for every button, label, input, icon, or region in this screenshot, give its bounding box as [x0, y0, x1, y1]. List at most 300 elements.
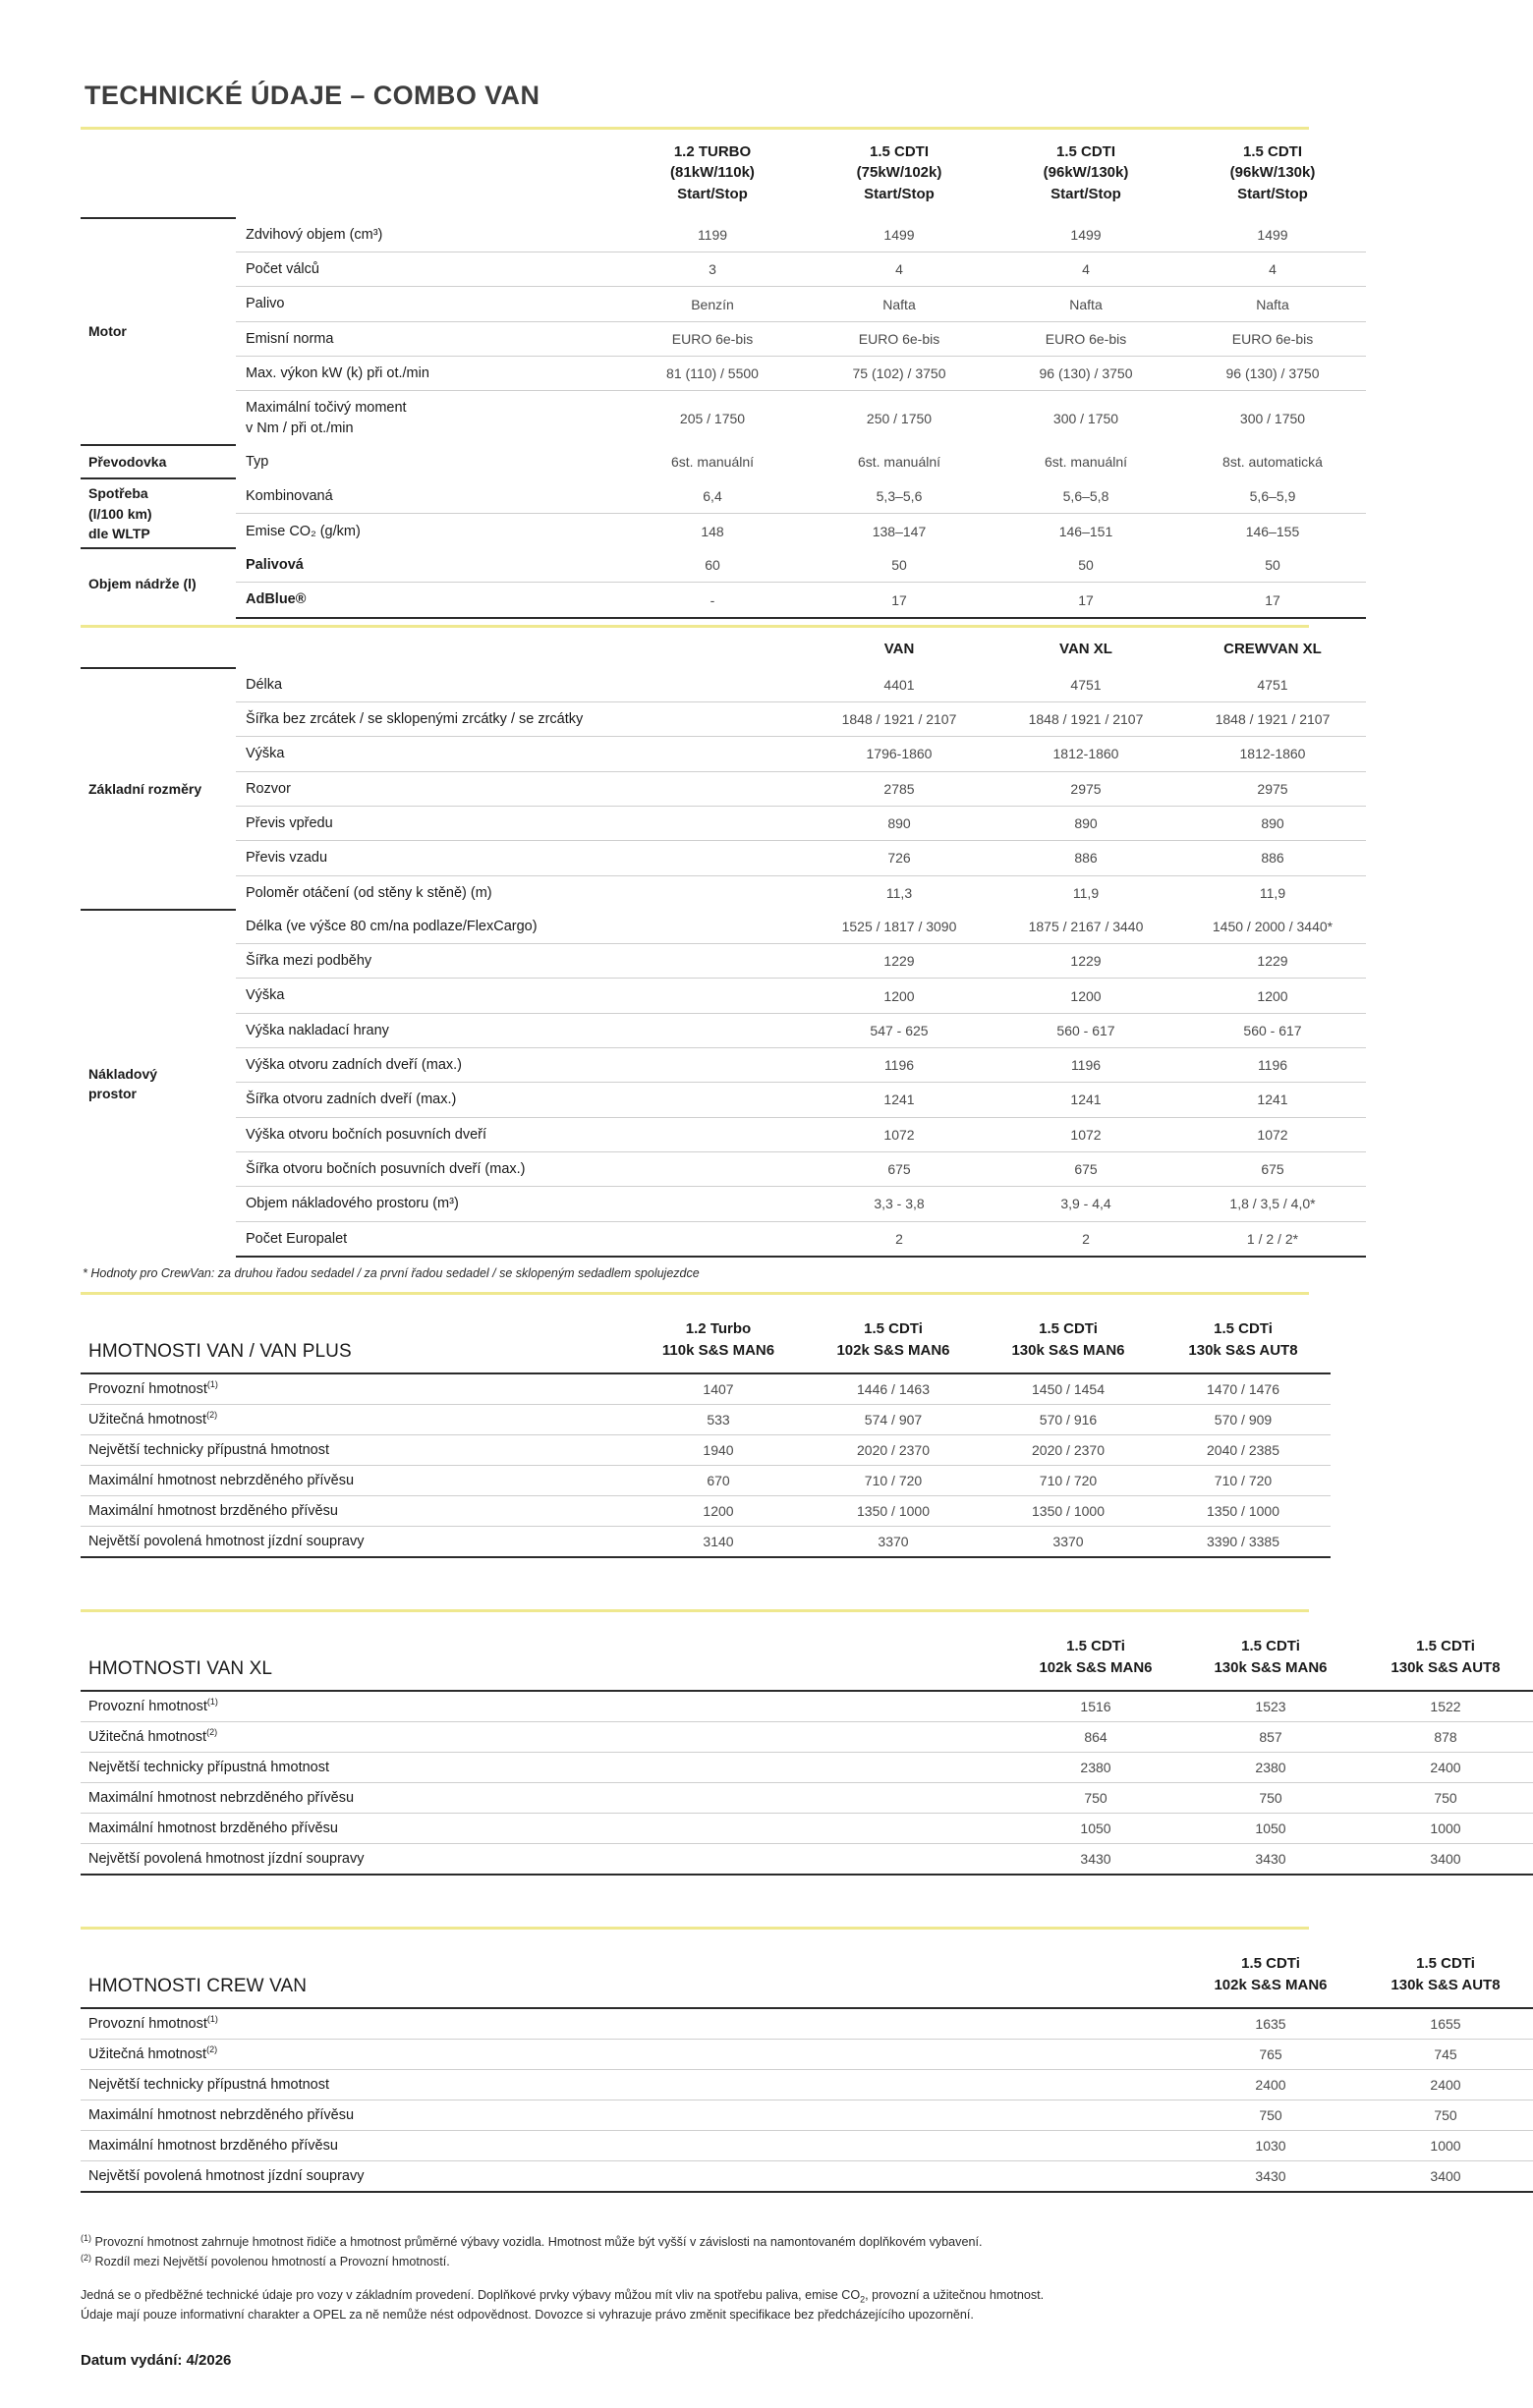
cell-value: 864: [1008, 1721, 1183, 1752]
cell-value: 96 (130) / 3750: [1179, 357, 1366, 391]
cell-value: 60: [705, 557, 720, 574]
table-row: [81, 1526, 1331, 1557]
cell-value: 1200: [1179, 979, 1366, 1013]
weights-vanxl-table: [81, 1630, 1533, 1876]
cell-value: 1655: [1358, 2008, 1533, 2040]
cell-value: 1499: [1070, 227, 1102, 244]
cell-value: 2380: [1008, 1752, 1183, 1782]
cell-value: 1848 / 1921 / 2107: [1179, 702, 1366, 737]
table-row: [81, 1843, 1533, 1875]
engine-column-header-4: 1.5 CDTI (96kW/130k) Start/Stop: [1229, 143, 1316, 202]
group-label-zakladni-rozmery: Základní rozměry: [81, 668, 236, 910]
cell-value: 750: [1183, 1782, 1358, 1813]
cell-value: 1450 / 1454: [981, 1373, 1156, 1405]
cell-value: 81 (110) / 5500: [619, 357, 806, 391]
cell-value: 1241: [806, 1083, 993, 1117]
cell-value: 1200: [806, 979, 993, 1013]
table-row: [81, 1117, 1366, 1151]
cell-value: 300 / 1750: [1179, 391, 1366, 445]
weights-crewvan-table: [81, 1947, 1533, 2193]
row-label: Maximální hmotnost nebrzděného přívěsu: [81, 1782, 1008, 1813]
cell-value: 710 / 720: [981, 1465, 1156, 1495]
note-disclaimer-1a: Jedná se o předběžné technické údaje pro vozy v základním provedení. Doplňkové prvky výbavy můžou mít vliv na spotřebu paliva, emise CO: [81, 2287, 861, 2302]
row-label: Největší povolená hmotnost jízdní soupravy: [81, 1843, 1008, 1875]
cell-value: 1072: [806, 1117, 993, 1151]
cell-value: 726: [806, 841, 993, 875]
cell-value: 1196: [806, 1048, 993, 1083]
row-label: Zdvihový objem (cm³): [246, 226, 383, 243]
cell-value: 857: [1183, 1721, 1358, 1752]
row-label: Maximální točivý moment v Nm / při ot./min: [236, 391, 619, 445]
row-label: Objem nákladového prostoru (m³): [236, 1187, 806, 1221]
cell-value: 148: [619, 514, 806, 548]
cell-value: 4: [806, 252, 993, 287]
table-row: [81, 1083, 1366, 1117]
cell-value: 710 / 720: [1156, 1465, 1331, 1495]
cell-value: 560 - 617: [993, 1013, 1179, 1047]
row-label: Provozní hmotnost$^{(1)}$: [81, 2008, 1183, 2040]
cell-value: 1516: [1008, 1691, 1183, 1722]
row-label: Palivová: [246, 557, 304, 574]
cell-value: 2785: [806, 771, 993, 806]
cell-value: 750: [1008, 1782, 1183, 1813]
cell-value: 3: [619, 252, 806, 287]
cell-value: 146–155: [1179, 514, 1366, 548]
cell-value: 3430: [1183, 2160, 1358, 2192]
weights-van-table: [81, 1313, 1331, 1558]
note-disclaimer-1c: , provozní a užitečnou hmotnost.: [865, 2287, 1045, 2302]
table-row: [81, 1434, 1331, 1465]
cell-value: 4751: [1070, 676, 1102, 693]
footnote-marker: (1): [206, 1696, 218, 1707]
cell-value: 1470 / 1476: [1156, 1373, 1331, 1405]
footnote-marker: (2): [206, 1726, 218, 1737]
cell-value: 3430: [1008, 1843, 1183, 1875]
table-row: [81, 2039, 1533, 2069]
cell-value: 2: [806, 1221, 993, 1257]
cell-value: 2400: [1358, 1752, 1533, 1782]
cell-value: 3370: [806, 1526, 981, 1557]
table-row: [81, 1691, 1533, 1722]
weights-crewvan-divider: [81, 1927, 1309, 1930]
cell-value: 1200: [631, 1495, 806, 1526]
cell-value: 2400: [1183, 2069, 1358, 2100]
cell-value: 2: [993, 1221, 1179, 1257]
row-label: Výška otvoru bočních posuvních dveří: [236, 1117, 806, 1151]
row-label: Výška: [236, 737, 806, 771]
table-row: [81, 668, 1366, 702]
note-1-text: Provozní hmotnost zahrnuje hmotnost řidiče a hmotnost průměrné výbavy vozidla. Hmotnost může být vyšší v závislosti na namontovaném doplňkovém vybavení.: [94, 2234, 983, 2249]
weights-van-column-header-2: 1.5 CDTi 102k S&S MAN6: [806, 1313, 981, 1373]
cell-value: 890: [993, 806, 1179, 840]
cell-value: 1522: [1358, 1691, 1533, 1722]
cell-value: 1 / 2 / 2*: [1179, 1221, 1366, 1257]
cell-value: 886: [1179, 841, 1366, 875]
cell-value: 96 (130) / 3750: [993, 357, 1179, 391]
cell-value: 50: [891, 557, 907, 574]
engine-spec-table: [81, 130, 1366, 619]
engine-column-header-1: 1.2 TURBO (81kW/110k) Start/Stop: [670, 143, 755, 202]
body-spec-table: [81, 628, 1366, 1258]
cell-value: Nafta: [993, 287, 1179, 321]
table-row: [81, 583, 1366, 618]
row-label: Maximální hmotnost brzděného přívěsu: [81, 1813, 1008, 1843]
weights-vanxl-header-spacer: [631, 1630, 1008, 1691]
cell-value: 11,3: [806, 875, 993, 910]
weights-crewvan-header-row: [81, 1947, 1533, 2008]
table-row: [81, 2130, 1533, 2160]
table-row: [81, 1721, 1533, 1752]
row-label: Maximální hmotnost nebrzděného přívěsu: [81, 2100, 1183, 2130]
table-row: [81, 1495, 1331, 1526]
table-row: [81, 1782, 1533, 1813]
row-label: Palivo: [236, 287, 619, 321]
weights-vanxl-column-header-2: 1.5 CDTi 130k S&S MAN6: [1183, 1630, 1358, 1691]
cell-value: 17: [1179, 583, 1366, 618]
cell-value: 3430: [1183, 1843, 1358, 1875]
cell-value: 3400: [1358, 2160, 1533, 2192]
cell-value: 2020 / 2370: [981, 1434, 1156, 1465]
weights-van-column-header-4: 1.5 CDTi 130k S&S AUT8: [1156, 1313, 1331, 1373]
cell-value: 745: [1358, 2039, 1533, 2069]
cell-value: 1229: [806, 944, 993, 979]
cell-value: Nafta: [1179, 287, 1366, 321]
cell-value: 547 - 625: [806, 1013, 993, 1047]
cell-value: 675: [993, 1151, 1179, 1186]
cell-value: 1199: [697, 227, 728, 244]
table-row: [81, 1187, 1366, 1221]
table-row: [81, 910, 1366, 944]
row-label: Maximální hmotnost nebrzděného přívěsu: [81, 1465, 631, 1495]
table-row: [81, 252, 1366, 287]
cell-value: 3390 / 3385: [1156, 1526, 1331, 1557]
weights-crewvan-header-spacer: [631, 1947, 1183, 2008]
row-label: Výška otvoru zadních dveří (max.): [236, 1048, 806, 1083]
row-label: Maximální hmotnost brzděného přívěsu: [81, 1495, 631, 1526]
row-label: Převis vzadu: [236, 841, 806, 875]
cell-value: 1350 / 1000: [806, 1495, 981, 1526]
table-row: [81, 841, 1366, 875]
cell-value: 1,8 / 3,5 / 4,0*: [1179, 1187, 1366, 1221]
cell-value: 574 / 907: [806, 1404, 981, 1434]
cell-value: 4: [993, 252, 1179, 287]
row-label: Výška: [236, 979, 806, 1013]
crewvan-footnote: * Hodnoty pro CrewVan: za druhou řadou sedadel / za první řadou sedadel / se sklopeným sedadlem spolujezdce: [83, 1265, 700, 1280]
cell-value: 765: [1183, 2039, 1358, 2069]
cell-value: 710 / 720: [806, 1465, 981, 1495]
table-row: [81, 1151, 1366, 1186]
cell-value: 1229: [993, 944, 1179, 979]
row-label: Poloměr otáčení (od stěny k stěně) (m): [236, 875, 806, 910]
table-row: [81, 1404, 1331, 1434]
cell-value: Nafta: [806, 287, 993, 321]
row-label: Užitečná hmotnost$^{(2)}$: [81, 1404, 631, 1434]
table-row: [81, 2160, 1533, 2192]
weights-vanxl-column-header-1: 1.5 CDTi 102k S&S MAN6: [1008, 1630, 1183, 1691]
weights-van-column-header-1: 1.2 Turbo 110k S&S MAN6: [631, 1313, 806, 1373]
cell-value: EURO 6e-bis: [1179, 321, 1366, 356]
header-spacer-label: [236, 130, 619, 218]
table-row: [81, 737, 1366, 771]
cell-value: 1523: [1183, 1691, 1358, 1722]
body-header-spacer-label: [236, 628, 619, 668]
table-row: [81, 357, 1366, 391]
row-label: Provozní hmotnost$^{(1)}$: [81, 1691, 1008, 1722]
note-1: [81, 2232, 1309, 2252]
cell-value: EURO 6e-bis: [806, 321, 993, 356]
header-spacer-group: [81, 130, 236, 218]
cell-value: 1499: [883, 227, 915, 244]
cell-value: EURO 6e-bis: [993, 321, 1179, 356]
row-label: Emisní norma: [236, 321, 619, 356]
group-label-objem-nadrze: Objem nádrže (l): [81, 548, 236, 618]
cell-value: 1000: [1358, 1813, 1533, 1843]
table-row: [81, 1813, 1533, 1843]
cell-value: 5,6–5,9: [1249, 487, 1296, 504]
row-label: Výška nakladací hrany: [236, 1013, 806, 1047]
note-disclaimer-2: Údaje mají pouze informativní charakter a OPEL za ně nemůže nést odpovědnost. Dovozce si vyhrazuje právo změnit specifikace bez předcházejícího upozornění.: [81, 2307, 974, 2322]
table-row: [81, 287, 1366, 321]
cell-value: 1072: [993, 1117, 1179, 1151]
cell-value: 6st. manuální: [857, 454, 941, 471]
table-row: [81, 548, 1366, 583]
row-label: Šířka otvoru bočních posuvních dveří (max.): [236, 1151, 806, 1186]
row-label: Kombinovaná: [246, 487, 333, 504]
weights-van-divider: [81, 1292, 1309, 1295]
cell-value: -: [619, 583, 806, 618]
row-label: Délka: [246, 676, 283, 693]
table-row: [81, 771, 1366, 806]
table-row: [81, 1373, 1331, 1405]
weights-crewvan-column-header-1: 1.5 CDTi 102k S&S MAN6: [1183, 1947, 1358, 2008]
weights-van-header-row: [81, 1313, 1331, 1373]
cell-value: 1499: [1257, 227, 1288, 244]
group-label-prevodovka: Převodovka: [81, 445, 236, 478]
table-row: [81, 979, 1366, 1013]
weights-vanxl-section: [81, 1630, 1501, 1876]
cell-value: 1200: [993, 979, 1179, 1013]
weights-van-column-header-3: 1.5 CDTi 130k S&S MAN6: [981, 1313, 1156, 1373]
cell-value: 1050: [1008, 1813, 1183, 1843]
weights-van-section: [81, 1313, 1309, 1558]
cell-value: 11,9: [993, 875, 1179, 910]
engine-column-header-3: 1.5 CDTI (96kW/130k) Start/Stop: [1043, 143, 1129, 202]
row-label: Max. výkon kW (k) při ot./min: [236, 357, 619, 391]
cell-value: 2040 / 2385: [1156, 1434, 1331, 1465]
footnote-marker: (2): [206, 1409, 218, 1420]
cell-value: 878: [1358, 1721, 1533, 1752]
table-row: [81, 1013, 1366, 1047]
weights-crewvan-column-header-2: 1.5 CDTi 130k S&S AUT8: [1358, 1947, 1533, 2008]
cell-value: 8st. automatická: [1222, 454, 1323, 471]
row-label: Rozvor: [236, 771, 806, 806]
cell-value: 1350 / 1000: [981, 1495, 1156, 1526]
weights-crewvan-section: [81, 1947, 1501, 2193]
note-2-text: Rozdíl mezi Největší povolenou hmotností a Provozní hmotností.: [94, 2255, 450, 2269]
cell-value: 146–151: [993, 514, 1179, 548]
cell-value: 75 (102) / 3750: [806, 357, 993, 391]
weights-vanxl-divider: [81, 1609, 1309, 1612]
weights-vanxl-column-header-3: 1.5 CDTi 130k S&S AUT8: [1358, 1630, 1533, 1691]
weights-vanxl-title: HMOTNOSTI VAN XL: [81, 1630, 631, 1691]
cell-value: 1940: [631, 1434, 806, 1465]
cell-value: 670: [631, 1465, 806, 1495]
cell-value: 1229: [1179, 944, 1366, 979]
row-label: Počet Europalet: [236, 1221, 806, 1257]
cell-value: 4401: [883, 676, 915, 693]
row-label: Největší technicky přípustná hmotnost: [81, 2069, 1183, 2100]
row-label: Délka (ve výšce 80 cm/na podlaze/FlexCargo): [246, 918, 538, 934]
group-label-nakladovy-prostor: Nákladový prostor: [81, 910, 236, 1257]
table-row: [81, 445, 1366, 478]
row-label: Počet válců: [236, 252, 619, 287]
cell-value: 2400: [1358, 2069, 1533, 2100]
table-row: [81, 2008, 1533, 2040]
cell-value: 11,9: [1179, 875, 1366, 910]
cell-value: 1848 / 1921 / 2107: [993, 702, 1179, 737]
footnote-marker: (1): [206, 2013, 218, 2024]
notes-gap: [81, 2272, 1309, 2285]
engine-header-row: [81, 130, 1366, 218]
row-label: Největší povolená hmotnost jízdní soupravy: [81, 2160, 1183, 2192]
cell-value: 1446 / 1463: [806, 1373, 981, 1405]
cell-value: 6,4: [703, 487, 722, 504]
cell-value: 6st. manuální: [670, 454, 755, 471]
body-column-header-2: VAN XL: [1059, 640, 1112, 657]
cell-value: 1241: [993, 1083, 1179, 1117]
cell-value: 1030: [1183, 2130, 1358, 2160]
cell-value: 1450 / 2000 / 3440*: [1212, 918, 1334, 934]
page-title: TECHNICKÉ ÚDAJE – COMBO VAN: [85, 81, 540, 110]
cell-value: 250 / 1750: [806, 391, 993, 445]
cell-value: 5,6–5,8: [1062, 487, 1109, 504]
cell-value: 1407: [631, 1373, 806, 1405]
cell-value: 205 / 1750: [619, 391, 806, 445]
row-label: Užitečná hmotnost$^{(2)}$: [81, 2039, 1183, 2069]
weights-vanxl-header-row: [81, 1630, 1533, 1691]
body-header-spacer-group: [81, 628, 236, 668]
body-header-spacer-extra: [619, 628, 806, 668]
cell-value: 2380: [1183, 1752, 1358, 1782]
table-row: [81, 321, 1366, 356]
cell-value: 1875 / 2167 / 3440: [1028, 918, 1144, 934]
cell-value: 1196: [1179, 1048, 1366, 1083]
cell-value: 17: [993, 583, 1179, 618]
cell-value: 750: [1358, 2100, 1533, 2130]
table-row: [81, 702, 1366, 737]
table-row: [81, 391, 1366, 445]
cell-value: 3,3 - 3,8: [806, 1187, 993, 1221]
cell-value: 1350 / 1000: [1156, 1495, 1331, 1526]
row-label: Typ: [246, 453, 269, 470]
table-row: [81, 2069, 1533, 2100]
cell-value: 3140: [631, 1526, 806, 1557]
row-label: AdBlue®: [236, 583, 619, 618]
cell-value: 2975: [1179, 771, 1366, 806]
cell-value: 2020 / 2370: [806, 1434, 981, 1465]
note-2: [81, 2252, 1309, 2271]
row-label: Největší technicky přípustná hmotnost: [81, 1434, 631, 1465]
table-row: [81, 478, 1366, 513]
cell-value: 675: [806, 1151, 993, 1186]
cell-value: 1000: [1358, 2130, 1533, 2160]
cell-value: 886: [993, 841, 1179, 875]
cell-value: 138–147: [806, 514, 993, 548]
row-label: Šířka otvoru zadních dveří (max.): [236, 1083, 806, 1117]
publish-date: Datum vydání: 4/2026: [81, 2352, 232, 2370]
row-label: Šířka mezi podběhy: [236, 944, 806, 979]
cell-value: 1196: [993, 1048, 1179, 1083]
legal-notes: [81, 2232, 1309, 2325]
table-row: [81, 806, 1366, 840]
row-label: Převis vpředu: [236, 806, 806, 840]
table-row: [81, 875, 1366, 910]
cell-value: 890: [806, 806, 993, 840]
footnote-marker: (1): [206, 1378, 218, 1389]
row-label: Největší povolená hmotnost jízdní soupravy: [81, 1526, 631, 1557]
cell-value: 3,9 - 4,4: [993, 1187, 1179, 1221]
cell-value: 50: [1265, 557, 1280, 574]
cell-value: 560 - 617: [1179, 1013, 1366, 1047]
cell-value: 890: [1179, 806, 1366, 840]
table-row: [81, 1752, 1533, 1782]
note-2-marker: (2): [81, 2253, 91, 2263]
cell-value: 1812-1860: [993, 737, 1179, 771]
cell-value: 570 / 909: [1156, 1404, 1331, 1434]
table-row: [81, 218, 1366, 252]
row-label: Emise CO₂ (g/km): [236, 514, 619, 548]
table-row: [81, 1221, 1366, 1257]
engine-column-header-2: 1.5 CDTI (75kW/102k) Start/Stop: [856, 143, 942, 202]
cell-value: 1525 / 1817 / 3090: [841, 918, 957, 934]
note-disclaimer-1: [81, 2285, 1309, 2305]
cell-value: 750: [1183, 2100, 1358, 2130]
table-row: [81, 1465, 1331, 1495]
cell-value: 4: [1179, 252, 1366, 287]
cell-value: 6st. manuální: [1044, 454, 1128, 471]
row-label: Největší technicky přípustná hmotnost: [81, 1752, 1008, 1782]
cell-value: 1072: [1179, 1117, 1366, 1151]
row-label: Maximální hmotnost brzděného přívěsu: [81, 2130, 1183, 2160]
cell-value: 750: [1358, 1782, 1533, 1813]
row-label: Šířka bez zrcátek / se sklopenými zrcátky / se zrcátky: [236, 702, 806, 737]
cell-value: 1050: [1183, 1813, 1358, 1843]
cell-value: 1796-1860: [806, 737, 993, 771]
cell-value: 533: [631, 1404, 806, 1434]
cell-value: 2975: [993, 771, 1179, 806]
cell-value: 3370: [981, 1526, 1156, 1557]
table-row: [81, 514, 1366, 548]
table-row: [81, 944, 1366, 979]
cell-value: 1812-1860: [1179, 737, 1366, 771]
cell-value: 50: [1078, 557, 1094, 574]
cell-value: EURO 6e-bis: [619, 321, 806, 356]
table-row: [81, 1048, 1366, 1083]
cell-value: 3400: [1358, 1843, 1533, 1875]
group-label-motor: Motor: [81, 218, 236, 445]
group-label-spotreba: Spotřeba (l/100 km) dle WLTP: [81, 478, 236, 548]
body-column-header-1: VAN: [883, 640, 915, 657]
cell-value: 675: [1179, 1151, 1366, 1186]
weights-van-title: HMOTNOSTI VAN / VAN PLUS: [81, 1313, 631, 1373]
cell-value: 1635: [1183, 2008, 1358, 2040]
body-column-header-3: CREWVAN XL: [1223, 640, 1322, 657]
row-label: Provozní hmotnost$^{(1)}$: [81, 1373, 631, 1405]
cell-value: Benzín: [619, 287, 806, 321]
cell-value: 4751: [1257, 676, 1288, 693]
weights-crewvan-title: HMOTNOSTI CREW VAN: [81, 1947, 631, 2008]
footnote-marker: (2): [206, 2044, 218, 2054]
